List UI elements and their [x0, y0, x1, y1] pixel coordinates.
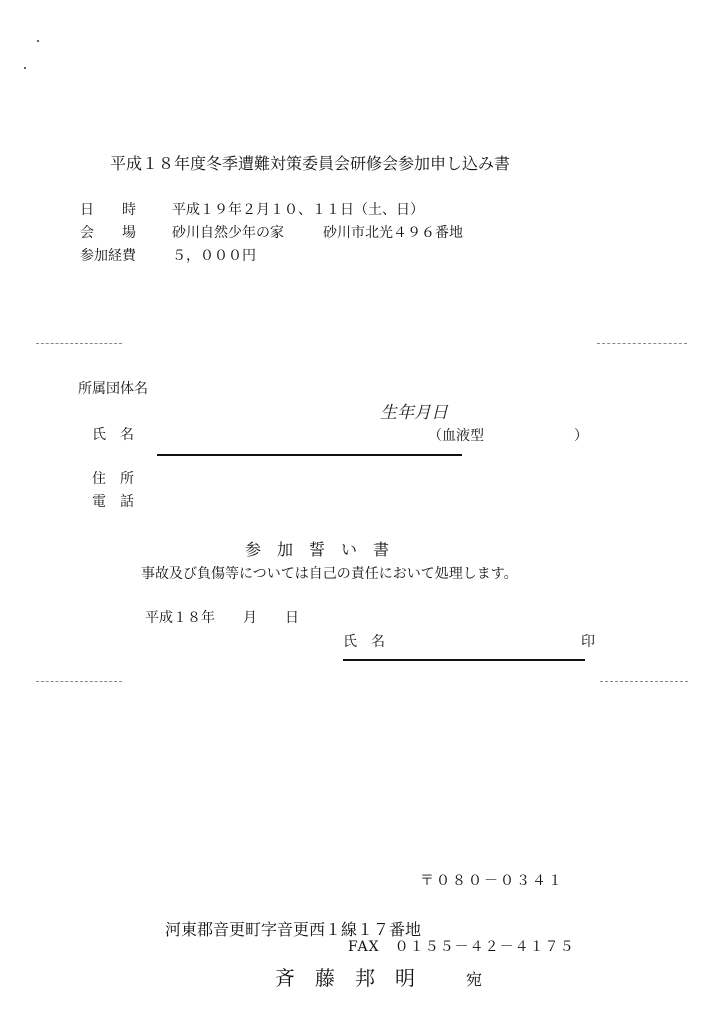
form-title: 平成１８年度冬季遭難対策委員会研修会参加申し込み書 [110, 154, 511, 173]
pledge-date: 平成１８年 月 日 [145, 610, 299, 626]
fee-label: 参加経費 [80, 248, 136, 264]
name-field-underline[interactable] [157, 454, 462, 456]
fax-number: FAX ０１５５－４２－４１７５ [348, 939, 575, 955]
cut-line-left [36, 343, 122, 344]
blood-type-close: ） [574, 428, 588, 444]
birthdate-label: 生年月日 [380, 403, 448, 423]
seal-label: 印 [581, 634, 595, 650]
pledge-heading: 参 加 誓 い 書 [245, 540, 390, 559]
postal-code: 〒０８０－０３４１ [420, 873, 564, 889]
cut-line-left [36, 681, 122, 682]
venue-label: 会 場 [80, 225, 136, 241]
date-label: 日 時 [80, 202, 136, 218]
pledge-statement: 事故及び負傷等については自己の責任において処理します。 [141, 566, 518, 582]
blood-type-label: （血液型 [428, 428, 484, 444]
fee-value: ５，０００円 [172, 248, 256, 264]
venue-value: 砂川自然少年の家 [172, 225, 284, 241]
recipient-address: 河東郡音更町字音更西１線１７番地 [165, 920, 422, 939]
scan-speck [24, 67, 26, 69]
pledge-name-underline[interactable] [343, 659, 585, 661]
org-label: 所属団体名 [78, 381, 148, 397]
cut-line-right [600, 681, 688, 682]
recipient-honorific: 宛 [466, 970, 483, 989]
pledge-name-label: 氏 名 [343, 634, 385, 650]
cut-line-right [597, 343, 687, 344]
phone-label: 電 話 [92, 494, 134, 510]
scan-speck [37, 40, 39, 42]
recipient-name: 斉 藤 邦 明 [275, 966, 415, 990]
address-label: 住 所 [92, 471, 134, 487]
date-value: 平成１９年２月１０、１１日（土、日） [172, 202, 424, 218]
name-label: 氏 名 [92, 427, 134, 443]
venue-address: 砂川市北光４９６番地 [323, 225, 463, 241]
